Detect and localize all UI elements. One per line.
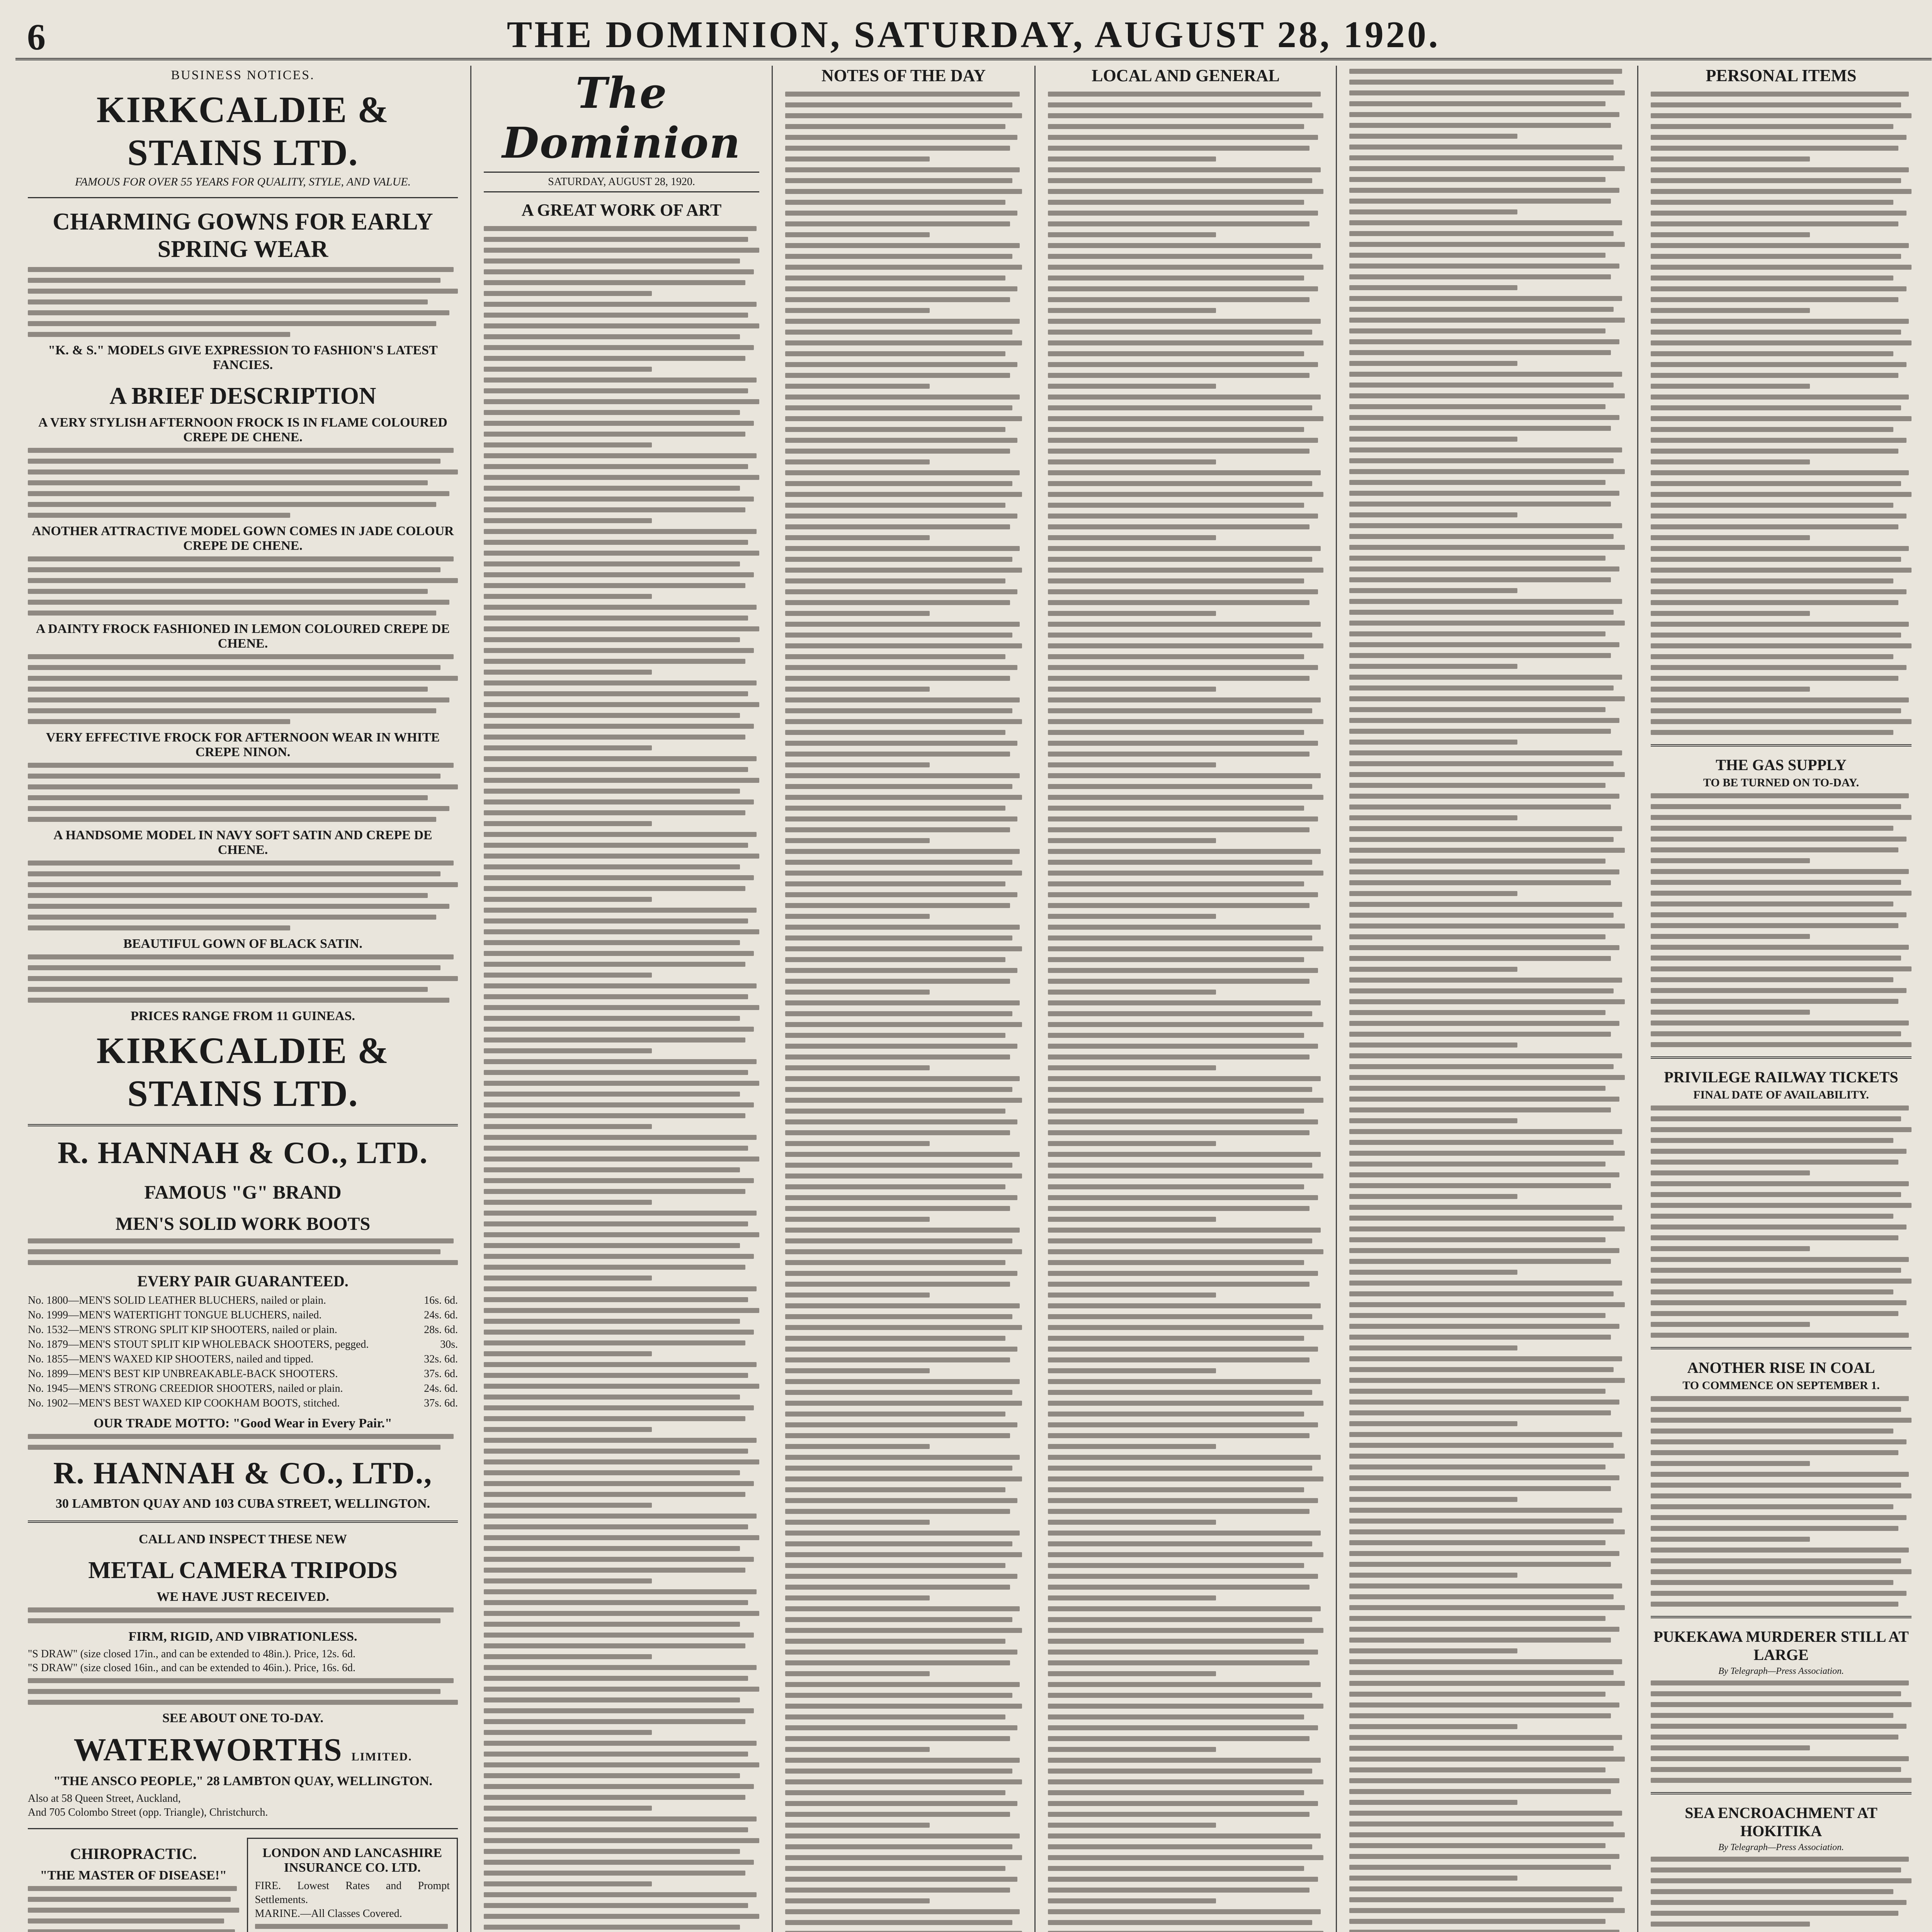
local-general-heading: LOCAL AND GENERAL — [1092, 66, 1280, 85]
ansco-address: "THE ANSCO PEOPLE," 28 LAMBTON QUAY, WELLINGTON. — [53, 1774, 432, 1788]
boot-row — [28, 1293, 458, 1308]
boot-row — [28, 1352, 458, 1367]
continued-text — [1349, 69, 1625, 1932]
chiropractic-heading: CHIROPRACTIC. — [70, 1845, 197, 1862]
boot-row — [28, 1323, 458, 1337]
boot-item: No. 1999—MEN'S WATERTIGHT TONGUE BLUCHERS, nailed. — [28, 1309, 322, 1321]
editorial-column — [471, 66, 773, 1932]
boot-price: 30s. — [440, 1338, 458, 1350]
tripod-b: "S DRAW" (size closed 16in., and can be extended to 46in.). Price, 16s. 6d. — [28, 1662, 355, 1674]
boot-price: 24s. 6d. — [424, 1383, 458, 1395]
boot-price: 32s. 6d. — [424, 1353, 458, 1365]
boot-row — [28, 1367, 458, 1381]
hokitika-heading: SEA ENCROACHMENT AT HOKITIKA — [1685, 1804, 1878, 1840]
boot-price: 37s. 6d. — [424, 1368, 458, 1380]
railway-tickets-heading: PRIVILEGE RAILWAY TICKETS — [1664, 1068, 1898, 1086]
boot-item: No. 1532—MEN'S STRONG SPLIT KIP SHOOTERS, nailed or plain. — [28, 1324, 337, 1336]
kirkcaldie-brand-footer: KIRKCALDIE & STAINS LTD. — [96, 1030, 389, 1114]
boot-item: No. 1855—MEN'S WAXED KIP SHOOTERS, nailed and tipped. — [28, 1353, 314, 1365]
notes-text — [785, 92, 1022, 1932]
boot-item: No. 1902—MEN'S BEST WAXED KIP COOKHAM BOOTS, stitched. — [28, 1397, 340, 1409]
famous-g-brand: FAMOUS "G" BRAND — [144, 1181, 342, 1203]
gown-desc-6: BEAUTIFUL GOWN OF BLACK SATIN. — [123, 937, 362, 951]
camera-tripods-heading: METAL CAMERA TRIPODS — [88, 1557, 398, 1583]
gown-desc-4: VERY EFFECTIVE FROCK FOR AFTERNOON WEAR IN WHITE CREPE NINON. — [46, 730, 440, 759]
boot-price: 24s. 6d. — [424, 1309, 458, 1321]
notes-column — [773, 66, 1036, 1932]
hannah-brand: R. HANNAH & CO., LTD. — [57, 1136, 429, 1170]
hokitika-byline: By Telegraph—Press Association. — [1718, 1842, 1844, 1852]
waterworths-brand: WATERWORTHS LIMITED. — [73, 1732, 412, 1768]
fire-line: FIRE. Lowest Rates and Prompt Settlements. — [255, 1880, 450, 1906]
classified-ads — [28, 1838, 458, 1932]
coal-sub: TO COMMENCE ON SEPTEMBER 1. — [1682, 1379, 1880, 1392]
gown-prices: PRICES RANGE FROM 11 GUINEAS. — [131, 1009, 355, 1023]
business-notices-heading: BUSINESS NOTICES. — [171, 68, 315, 82]
boot-row — [28, 1337, 458, 1352]
boot-row — [28, 1381, 458, 1396]
kirkcaldie-brand: KIRKCALDIE & STAINS LTD. — [96, 89, 389, 173]
personal-items-heading: PERSONAL ITEMS — [1706, 66, 1857, 85]
gown-desc-2: ANOTHER ATTRACTIVE MODEL GOWN COMES IN JADE COLOUR CREPE DE CHENE. — [32, 524, 454, 553]
london-lancashire-heading: LONDON AND LANCASHIRE INSURANCE CO. LTD. — [262, 1846, 442, 1875]
railway-tickets-sub: FINAL DATE OF AVAILABILITY. — [1693, 1088, 1869, 1101]
hannah-address: 30 LAMBTON QUAY AND 103 CUBA STREET, WELLINGTON. — [56, 1497, 430, 1511]
notes-heading: NOTES OF THE DAY — [821, 66, 986, 85]
gown-desc-3: A DAINTY FROCK FASHIONED IN LEMON COLOURED CREPE DE CHENE. — [36, 622, 450, 651]
local-general-text — [1048, 92, 1323, 1932]
every-pair-guaranteed: EVERY PAIR GUARANTEED. — [137, 1272, 349, 1290]
marine-line: MARINE.—All Classes Covered. — [255, 1908, 402, 1920]
dominion-masthead: The Dominion — [502, 68, 741, 168]
boot-item: No. 1945—MEN'S STRONG CREEDIOR SHOOTERS, nailed or plain. — [28, 1383, 343, 1395]
call-inspect: CALL AND INSPECT THESE NEW — [138, 1532, 347, 1546]
gowns-heading: CHARMING GOWNS FOR EARLY SPRING WEAR — [53, 209, 433, 262]
boot-item: No. 1800—MEN'S SOLID LEATHER BLUCHERS, nailed or plain. — [28, 1294, 326, 1306]
page-number: 6 — [27, 16, 46, 58]
see-about: SEE ABOUT ONE TO-DAY. — [162, 1711, 323, 1725]
boot-row — [28, 1308, 458, 1323]
ks-models-line: "K. & S." MODELS GIVE EXPRESSION TO FASHION'S LATEST FANCIES. — [48, 343, 438, 372]
boot-price-list — [28, 1293, 458, 1411]
editorial-text — [484, 226, 759, 1932]
news-continued-column — [1337, 66, 1638, 1932]
kirkcaldie-tagline: FAMOUS FOR OVER 55 YEARS FOR QUALITY, STYLE, AND VALUE. — [75, 175, 411, 188]
local-general-column — [1036, 66, 1337, 1932]
pukekawa-byline: By Telegraph—Press Association. — [1718, 1666, 1844, 1676]
advertising-column — [15, 66, 471, 1932]
master-of-disease: "THE MASTER OF DISEASE!" — [40, 1868, 227, 1883]
short-news-column — [1638, 66, 1924, 1932]
editorial-dateline: SATURDAY, AUGUST 28, 1920. — [484, 172, 759, 192]
mens-boots-heading: MEN'S SOLID WORK BOOTS — [115, 1214, 371, 1234]
tripod-a: "S DRAW" (size closed 17in., and can be extended to 48in.). Price, 12s. 6d. — [28, 1648, 355, 1660]
boot-price: 28s. 6d. — [424, 1324, 458, 1336]
page-columns — [15, 66, 1932, 1932]
gas-supply-sub: TO BE TURNED ON TO-DAY. — [1703, 776, 1859, 789]
boot-item: No. 1899—MEN'S BEST KIP UNBREAKABLE-BACK SHOOTERS. — [28, 1368, 338, 1380]
london-lancashire-ad — [247, 1838, 458, 1932]
boot-row — [28, 1396, 458, 1411]
brief-description-heading: A BRIEF DESCRIPTION — [109, 383, 376, 409]
boot-item: No. 1879—MEN'S STOUT SPLIT KIP WHOLEBACK SHOOTERS, pegged. — [28, 1338, 369, 1350]
masthead — [15, 12, 1932, 60]
tripod-features: FIRM, RIGID, AND VIBRATIONLESS. — [128, 1629, 357, 1644]
gown-desc-1: A VERY STYLISH AFTERNOON FROCK IS IN FLAME COLOURED CREPE DE CHENE. — [38, 415, 447, 444]
gown-desc-5: A HANDSOME MODEL IN NAVY SOFT SATIN AND CREPE DE CHENE. — [53, 828, 432, 857]
gas-supply-heading: THE GAS SUPPLY — [1716, 756, 1847, 774]
waterworths-auckland: Also at 58 Queen Street, Auckland, — [28, 1793, 181, 1804]
coal-heading: ANOTHER RISE IN COAL — [1687, 1359, 1875, 1376]
pukekawa-heading: PUKEKAWA MURDERER STILL AT LARGE — [1653, 1628, 1909, 1663]
trade-motto: OUR TRADE MOTTO: "Good Wear in Every Pair." — [94, 1416, 392, 1430]
boot-price: 37s. 6d. — [424, 1397, 458, 1409]
waterworths-christchurch: And 705 Colombo Street (opp. Triangle), Christchurch. — [28, 1806, 268, 1818]
just-received: WE HAVE JUST RECEIVED. — [156, 1590, 329, 1604]
boot-price: 16s. 6d. — [424, 1294, 458, 1306]
hannah-brand-footer: R. HANNAH & CO., LTD., — [53, 1456, 433, 1490]
newspaper-title: THE DOMINION, SATURDAY, AUGUST 28, 1920. — [507, 14, 1440, 56]
editorial-title: A GREAT WORK OF ART — [521, 201, 722, 219]
gowns-intro-text — [28, 267, 458, 337]
